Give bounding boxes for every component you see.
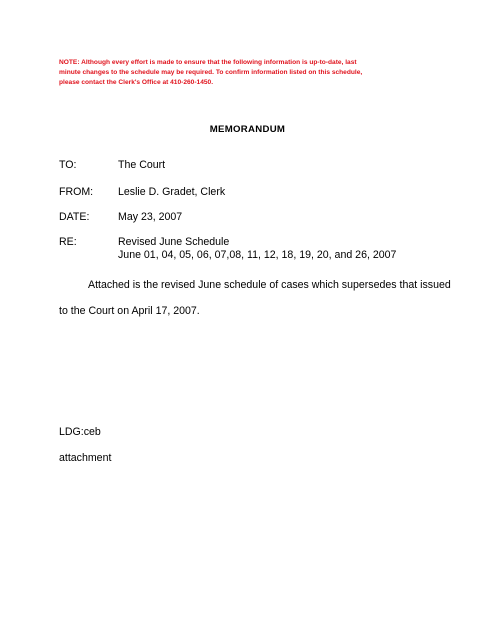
body-text-line-2: to the Court on April 17, 2007. <box>59 305 200 317</box>
from-value: Leslie D. Gradet, Clerk <box>118 186 226 198</box>
date-value: May 23, 2007 <box>118 211 183 223</box>
to-value: The Court <box>118 159 166 171</box>
notice-line-1: NOTE: Although every effort is made to ensure that the following information is up-to-date, last <box>59 59 357 66</box>
re-value <box>118 236 396 262</box>
attachment-note: attachment <box>59 452 112 464</box>
schedule-notice <box>59 58 439 88</box>
reference-initials: LDG:ceb <box>59 426 101 438</box>
to-label: TO: <box>59 159 77 171</box>
body-text-line-1: Attached is the revised June schedule of cases which supersedes that issued <box>88 279 451 291</box>
notice-line-3: please contact the Clerk's Office at 410-260-1450. <box>59 79 214 86</box>
re-dates: June 01, 04, 05, 06, 07,08, 11, 12, 18, 19, 20, and 26, 2007 <box>118 249 397 261</box>
re-label: RE: <box>59 236 77 248</box>
notice-line-2: minute changes to the schedule may be required. To confirm information listed on this schedule, <box>59 69 363 76</box>
memo-title: MEMORANDUM <box>209 124 286 135</box>
date-label: DATE: <box>59 211 90 223</box>
from-label: FROM: <box>59 186 94 198</box>
re-subject: Revised June Schedule <box>118 236 230 248</box>
